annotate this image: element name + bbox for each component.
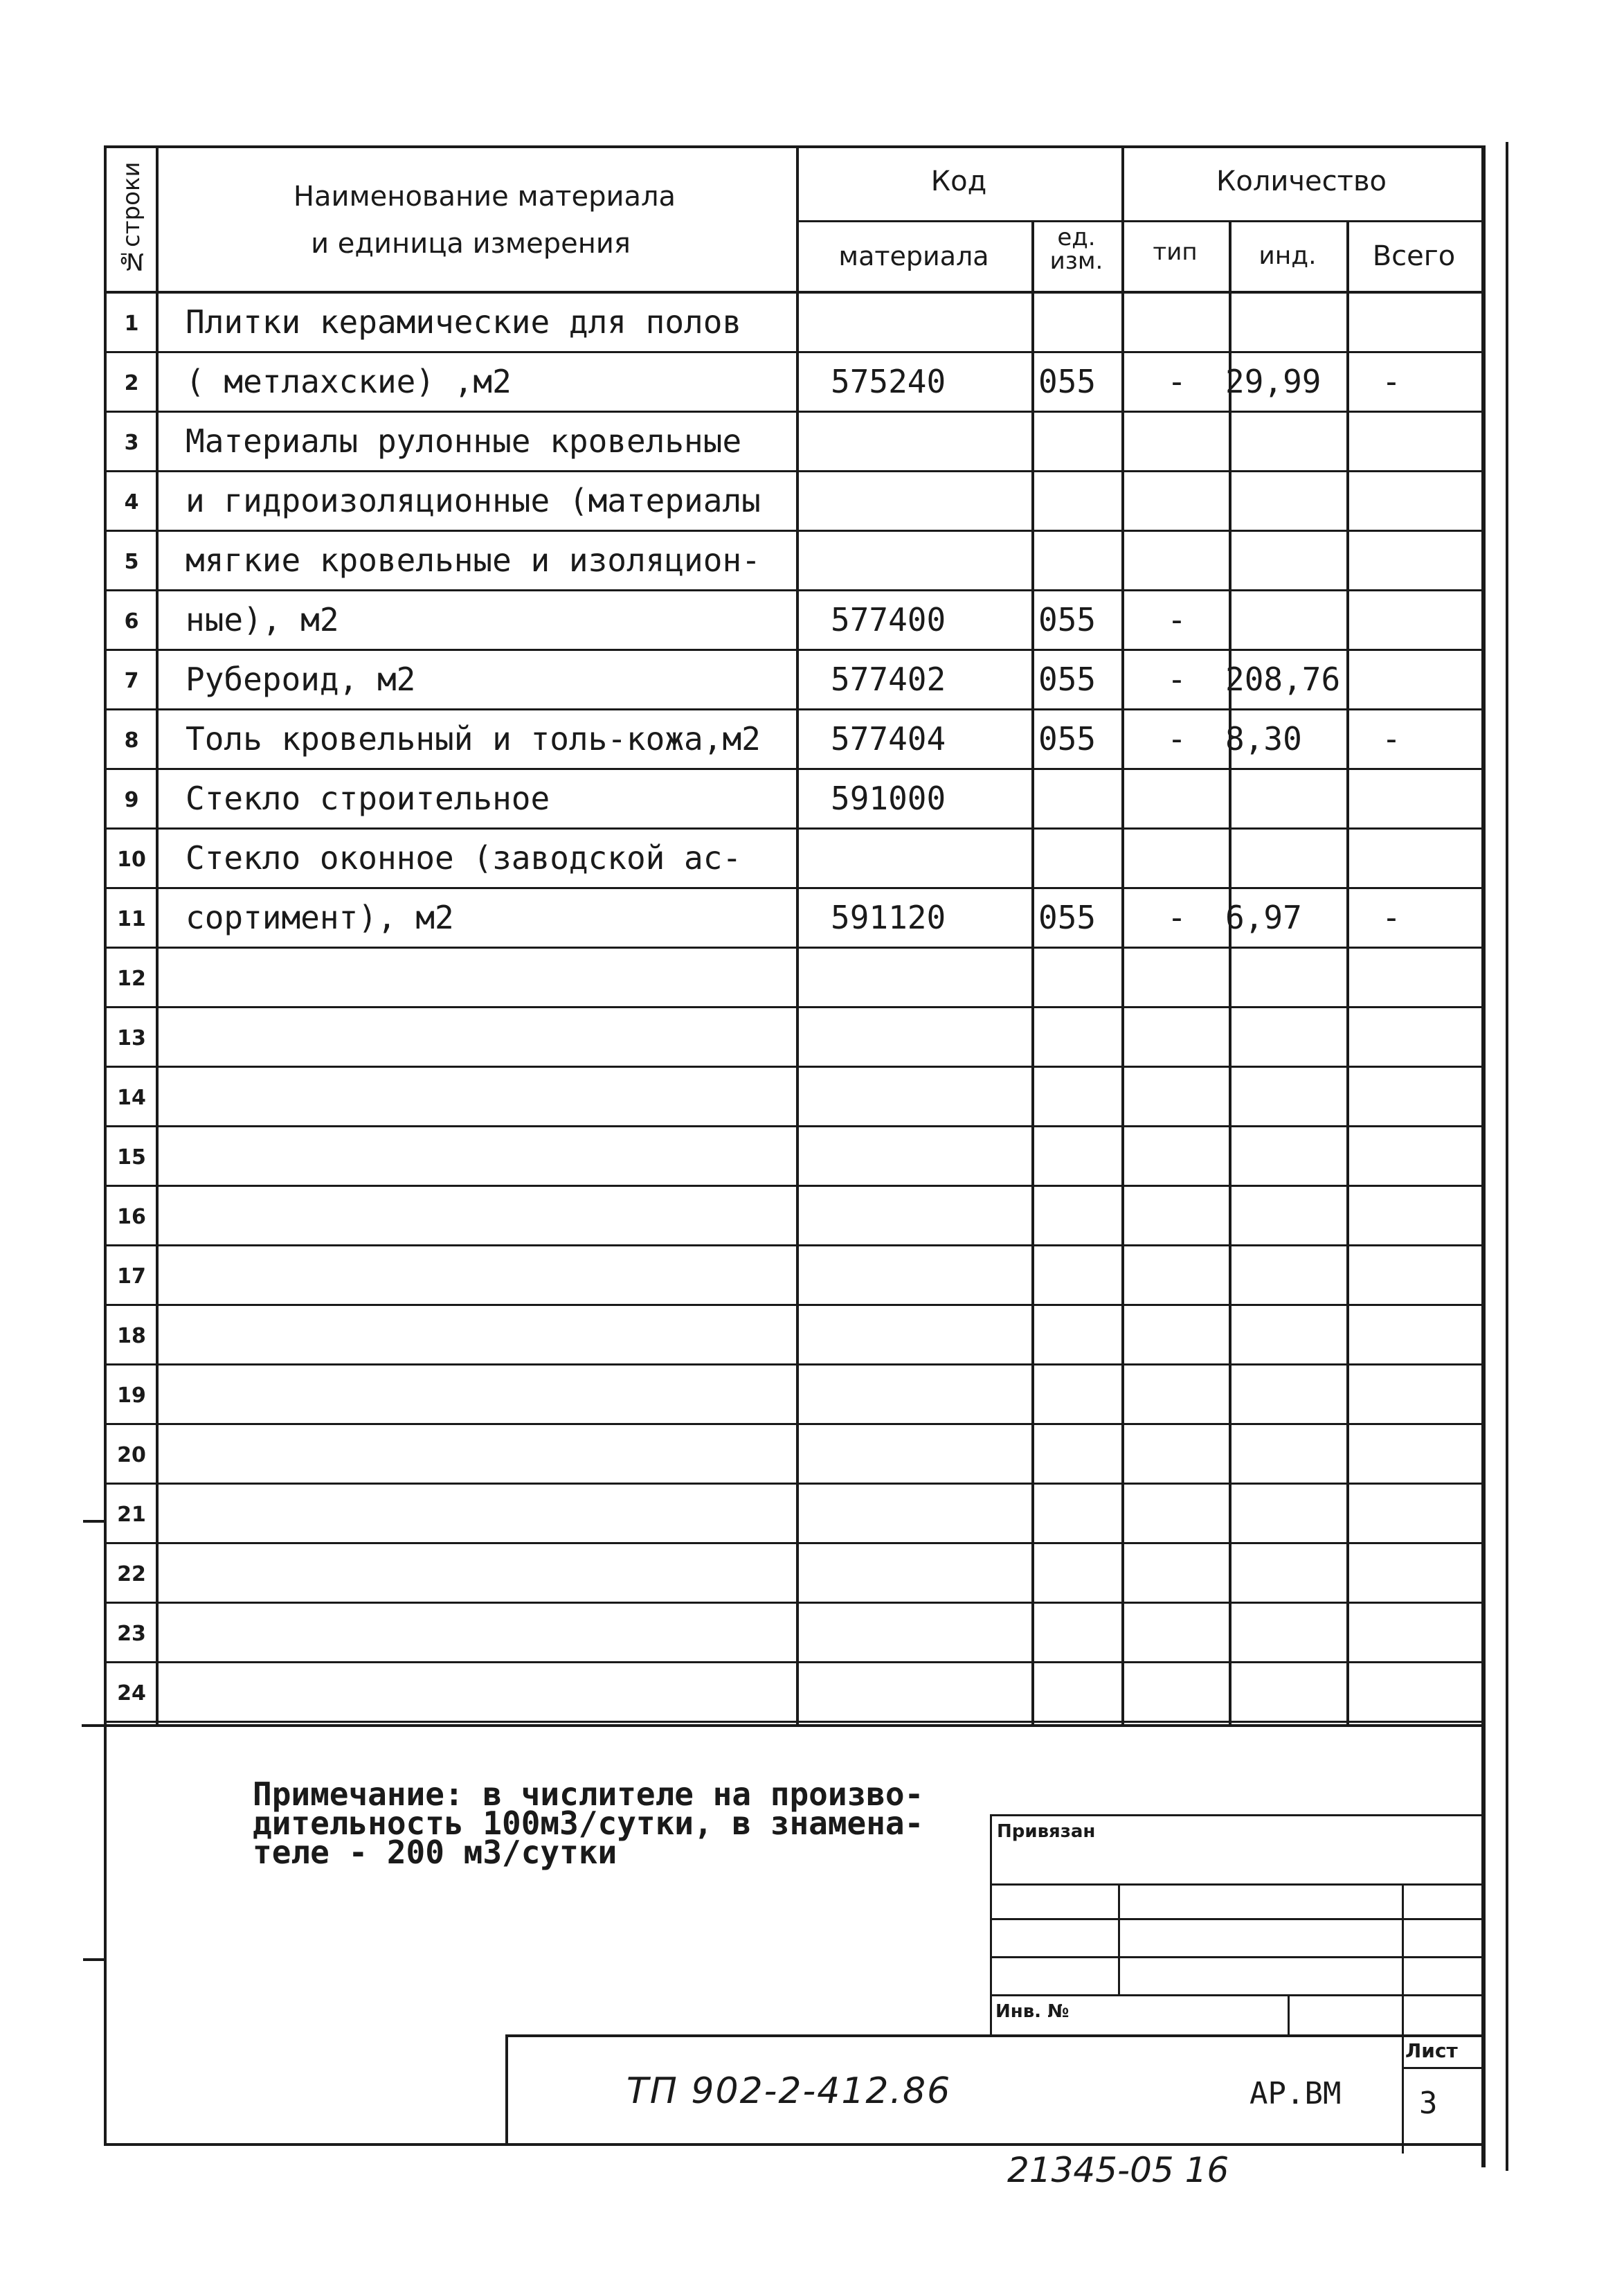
row-divider (104, 1661, 1481, 1663)
quantity-ind: 6,97 (1225, 899, 1302, 936)
row-number: 3 (124, 431, 139, 455)
doc-code: АР.ВМ (1249, 2076, 1342, 2111)
table-bottom-border (104, 1724, 1481, 1727)
row-number: 12 (117, 967, 146, 991)
row-number: 15 (117, 1145, 146, 1170)
note-line-1: Примечание: в числителе на произво- (253, 1775, 924, 1813)
row-divider (104, 947, 1481, 949)
stamp-vline-1 (1118, 1883, 1120, 1994)
row-divider (104, 649, 1481, 651)
col-divider-type (1229, 222, 1231, 1724)
margin-tick-3 (82, 1724, 105, 1727)
row-number: 7 (124, 669, 139, 693)
row-divider (104, 530, 1481, 532)
table-right-border (1481, 145, 1486, 2167)
row-number: 4 (124, 490, 139, 514)
code-unit-header: ед. изм. (1049, 224, 1103, 275)
stamp-line-4 (990, 1956, 1481, 1958)
row-number: 16 (117, 1205, 146, 1229)
name-header-line1: Наименование материала (293, 181, 676, 213)
row-divider (104, 1423, 1481, 1425)
row-number: 19 (117, 1384, 146, 1408)
row-divider (104, 1602, 1481, 1604)
row-divider (104, 827, 1481, 830)
unit-code: 055 (1038, 661, 1097, 698)
row-divider (104, 351, 1481, 353)
material-name: Рубероид, м2 (186, 661, 416, 698)
header-subrow-line (796, 220, 1481, 222)
material-name: ( метлахские) ,м2 (186, 363, 512, 400)
row-number: 22 (117, 1562, 146, 1586)
row-divider (104, 1483, 1481, 1485)
margin-tick-1 (83, 1520, 105, 1523)
outer-right-border (1506, 142, 1508, 2171)
material-name: ные), м2 (186, 601, 339, 638)
qty-ind-header: инд. (1258, 242, 1317, 270)
name-header-line2: и единица измерения (311, 228, 631, 260)
unit-code: 055 (1038, 363, 1097, 400)
row-divider (104, 1363, 1481, 1366)
note-line-3: теле - 200 м3/сутки (253, 1834, 617, 1871)
quantity-type: - (1167, 899, 1187, 936)
stamp-vline-2 (1288, 1994, 1290, 2036)
title-block-bottom (104, 2143, 1485, 2146)
quantity-total: - (1382, 899, 1401, 936)
row-number: 10 (117, 848, 146, 872)
material-code: 575240 (831, 363, 946, 400)
material-name: сортимент), м2 (186, 899, 454, 936)
row-number: 24 (117, 1681, 146, 1706)
row-divider (104, 1542, 1481, 1544)
quantity-total: - (1382, 363, 1401, 400)
quantity-type: - (1167, 363, 1187, 400)
stamp-top-line (990, 1814, 1481, 1816)
material-code: 577404 (831, 720, 946, 758)
row-number: 14 (117, 1086, 146, 1110)
row-number-header: №строки (118, 161, 145, 275)
material-code: 577400 (831, 601, 946, 638)
quantity-type: - (1167, 601, 1187, 638)
row-number: 2 (124, 371, 139, 395)
material-name: Материалы рулонные кровельные (186, 422, 742, 460)
row-divider (104, 1304, 1481, 1306)
row-divider (104, 1185, 1481, 1187)
row-divider (104, 1006, 1481, 1008)
row-divider (104, 411, 1481, 413)
row-divider (104, 1721, 1481, 1723)
quantity-type: - (1167, 661, 1187, 698)
col-divider-unit (1121, 145, 1124, 1724)
row-number: 6 (124, 609, 139, 634)
header-bottom-line (104, 291, 1481, 294)
row-divider (104, 589, 1481, 591)
quantity-type: - (1167, 720, 1187, 758)
row-number: 11 (117, 907, 146, 931)
doc-number: ТП 902-2-412.86 (626, 2070, 952, 2112)
row-number: 13 (117, 1026, 146, 1050)
quantity-total: - (1382, 720, 1401, 758)
code-header: Код (930, 165, 987, 197)
note-text (253, 1775, 924, 1871)
row-divider (104, 1066, 1481, 1068)
material-name: Плитки керамические для полов (186, 303, 742, 341)
unit-code: 055 (1038, 601, 1097, 638)
material-code: 577402 (831, 661, 946, 698)
sheet-number: 3 (1419, 2086, 1438, 2121)
sheet-label-line (1402, 2067, 1481, 2069)
material-name: и гидроизоляционные (материалы (186, 482, 761, 519)
unit-code: 055 (1038, 899, 1097, 936)
col-divider-code (1031, 222, 1034, 1724)
material-code: 591000 (831, 780, 946, 817)
margin-tick-2 (83, 1958, 105, 1961)
note-line-2: дительность 100м3/сутки, в знамена- (253, 1805, 924, 1842)
row-number: 9 (124, 788, 139, 812)
row-number: 17 (117, 1264, 146, 1289)
stamp-line-2 (990, 1883, 1481, 1886)
title-block-left (505, 2034, 508, 2145)
row-divider (104, 887, 1481, 889)
row-number: 5 (124, 550, 139, 574)
table-top-border (104, 145, 1481, 148)
quantity-ind: 29,99 (1225, 363, 1321, 400)
sheet-label: Лист (1405, 2039, 1458, 2062)
archive-number: 21345-05 16 (1007, 2150, 1229, 2190)
row-number: 21 (117, 1503, 146, 1527)
stamp-left-line (990, 1814, 992, 2036)
material-name: Стекло строительное (186, 780, 550, 817)
row-divider (104, 708, 1481, 710)
row-number: 1 (124, 312, 139, 336)
privyazan-label: Привязан (997, 1821, 1096, 1842)
title-block-top (505, 2034, 1481, 2037)
qty-type-header: тип (1153, 238, 1198, 266)
col-divider-ind (1346, 222, 1349, 1724)
quantity-ind: 8,30 (1225, 720, 1302, 758)
quantity-ind: 208,76 (1225, 661, 1341, 698)
material-name: Стекло оконное (заводской ас- (186, 839, 742, 877)
code-material-header: материала (838, 241, 989, 271)
row-number: 23 (117, 1622, 146, 1646)
col-divider-name (796, 145, 799, 1724)
material-name: Толь кровельный и толь-кожа,м2 (186, 720, 761, 758)
row-number: 18 (117, 1324, 146, 1348)
stamp-line-5 (990, 1994, 1481, 1996)
row-divider (104, 1244, 1481, 1246)
quantity-header: Количество (1216, 165, 1387, 197)
row-divider (104, 470, 1481, 472)
material-code: 591120 (831, 899, 946, 936)
row-number: 8 (124, 728, 139, 753)
qty-total-header: Всего (1372, 240, 1456, 272)
row-divider (104, 1125, 1481, 1127)
material-name: мягкие кровельные и изоляцион- (186, 541, 761, 579)
inv-no-label: Инв. № (995, 2001, 1070, 2022)
unit-code: 055 (1038, 720, 1097, 758)
stamp-vline-3 (1402, 1883, 1404, 2154)
row-number: 20 (117, 1443, 146, 1467)
row-divider (104, 768, 1481, 770)
stamp-line-3 (990, 1918, 1481, 1920)
